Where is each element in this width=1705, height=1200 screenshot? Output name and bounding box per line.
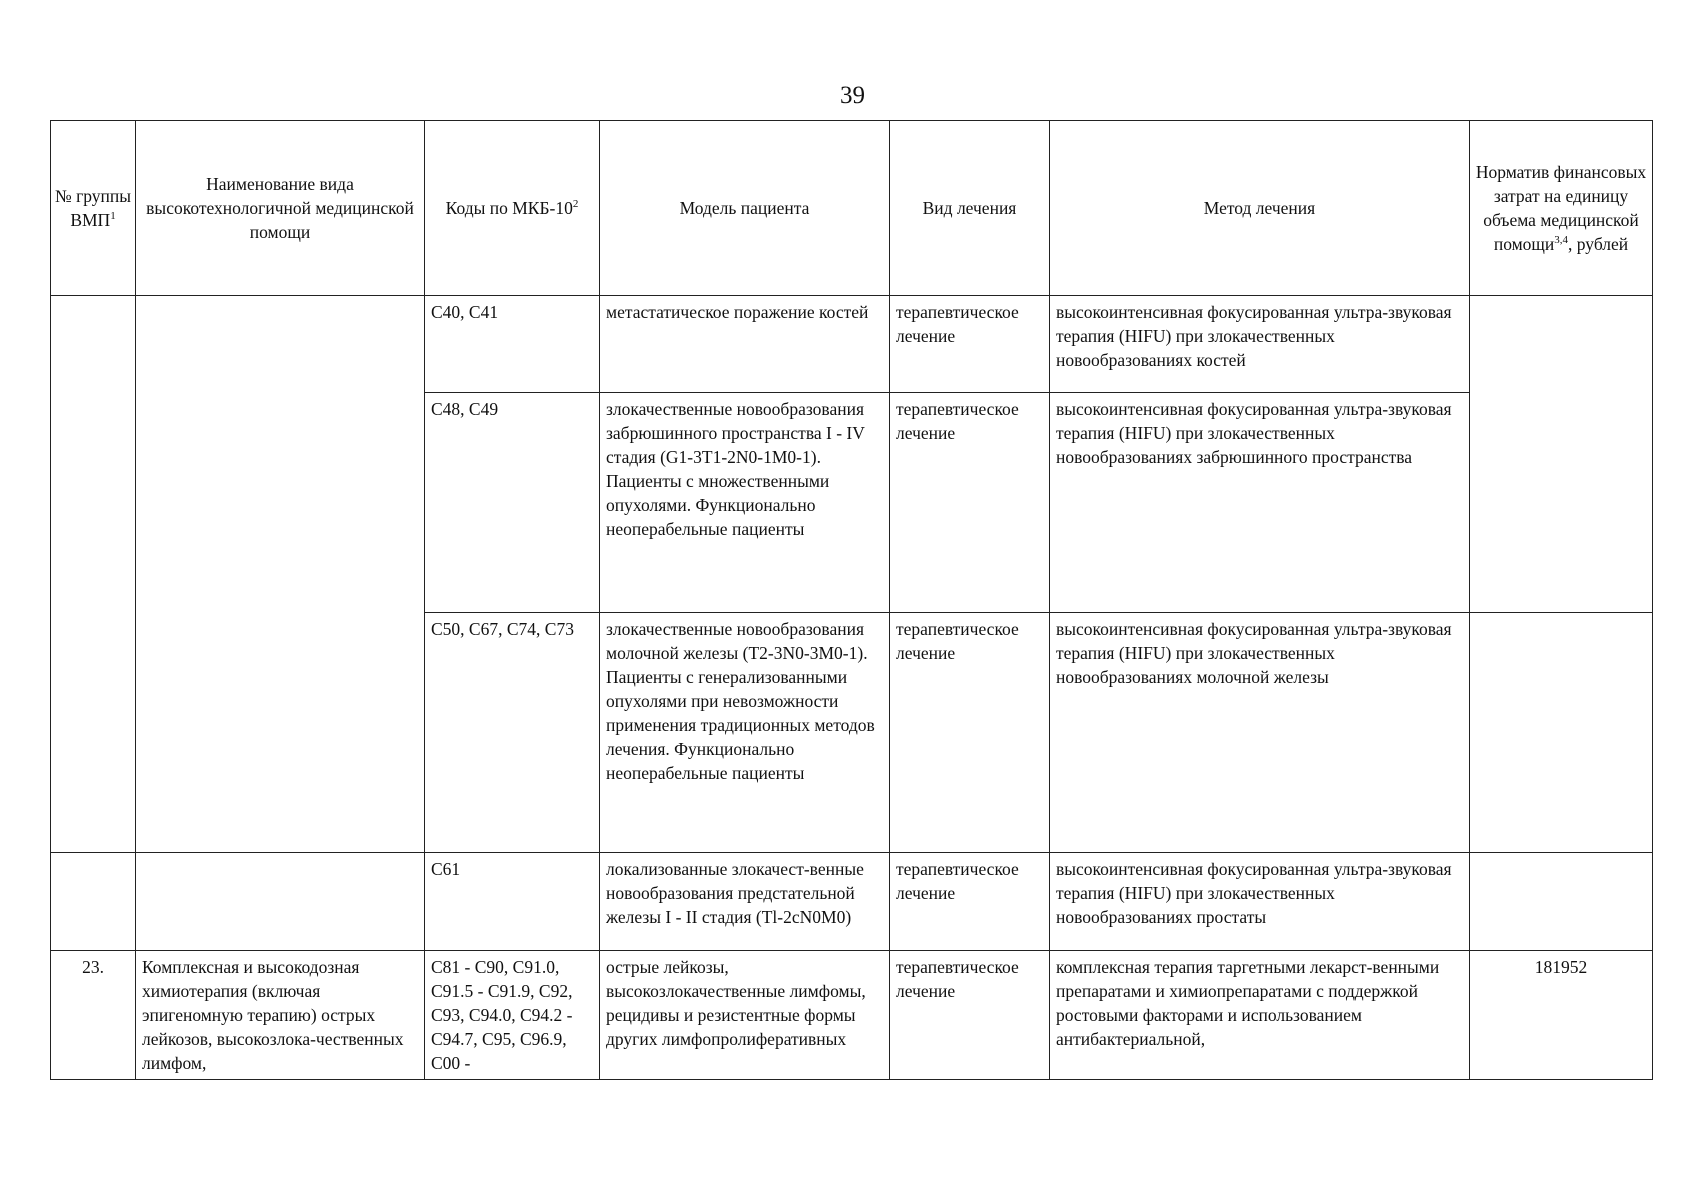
header-name: Наименование вида высокотехнологичной медицинской помощи xyxy=(136,121,425,296)
norm-cell: 181952 xyxy=(1470,951,1653,1080)
model-cell: злокачественные новообразования забрюшинного пространства I - IV стадия (G1-3T1-2N0-1M0-1). Пациенты с множественными опухолями. Функционально неоперабельные пациенты xyxy=(600,393,890,613)
treatment-cell: терапевтическое лечение xyxy=(890,951,1050,1080)
header-method: Метод лечения xyxy=(1050,121,1470,296)
treatment-cell: терапевтическое лечение xyxy=(890,393,1050,613)
header-codes: Коды по МКБ-$10^2$ xyxy=(425,121,600,296)
norm-cell xyxy=(1470,853,1653,951)
group-cell: 23. xyxy=(51,951,136,1080)
treatment-cell: терапевтическое лечение xyxy=(890,613,1050,853)
name-cell: Комплексная и высокодозная химиотерапия (включая эпигеномную терапию) острых лейкозов, высокозлока-чественных лимфом, xyxy=(136,951,425,1080)
header-model: Модель пациента xyxy=(600,121,890,296)
model-cell: злокачественные новообразования молочной железы (T2-3N0-3M0-1). Пациенты с генерализованными опухолями при невозможности применения традиционных методов лечения. Функционально неоперабельные пациенты xyxy=(600,613,890,853)
codes-cell: С61 xyxy=(425,853,600,951)
codes-cell: С40, С41 xyxy=(425,296,600,393)
group-cell xyxy=(51,853,136,951)
method-cell: высокоинтенсивная фокусированная ультра-звуковая терапия (HIFU) при злокачественных новообразованиях забрюшинного пространства xyxy=(1050,393,1470,613)
header-group-no: № группы ВМП$^1$ xyxy=(51,121,136,296)
codes-cell: С50, С67, С74, С73 xyxy=(425,613,600,853)
header-treatment-type: Вид лечения xyxy=(890,121,1050,296)
codes-cell: С48, С49 xyxy=(425,393,600,613)
treatment-cell: терапевтическое лечение xyxy=(890,296,1050,393)
page-number: 39 xyxy=(840,82,865,109)
norm-cell xyxy=(1470,296,1653,613)
group-cell xyxy=(51,296,136,853)
codes-cell: C81 - C90, C91.0, C91.5 - C91.9, C92, C93, C94.0, C94.2 - C94.7, C95, C96.9, C00 - xyxy=(425,951,600,1080)
model-cell: локализованные злокачест-венные новообразования предстательной железы I - II стадия (Tl-2cN0M0) xyxy=(600,853,890,951)
method-cell: высокоинтенсивная фокусированная ультра-звуковая терапия (HIFU) при злокачественных новообразованиях простаты xyxy=(1050,853,1470,951)
name-cell xyxy=(136,296,425,853)
table-row xyxy=(51,853,1653,951)
table-row xyxy=(51,951,1653,1080)
model-cell: метастатическое поражение костей xyxy=(600,296,890,393)
method-cell: высокоинтенсивная фокусированная ультра-звуковая терапия (HIFU) при злокачественных новообразованиях костей xyxy=(1050,296,1470,393)
name-cell xyxy=(136,853,425,951)
header-row xyxy=(51,121,1653,296)
model-cell: острые лейкозы, высокозлокачественные лимфомы, рецидивы и резистентные формы других лимфопролиферативных xyxy=(600,951,890,1080)
norm-cell xyxy=(1470,613,1653,853)
method-cell: высокоинтенсивная фокусированная ультра-звуковая терапия (HIFU) при злокачественных новообразованиях молочной железы xyxy=(1050,613,1470,853)
header-norm: Норматив финансовых затрат на единицу объема медицинской помощи$^{3,4}$, рублей xyxy=(1470,121,1653,296)
vmp-table xyxy=(50,120,1653,1080)
table-row xyxy=(51,296,1653,393)
treatment-cell: терапевтическое лечение xyxy=(890,853,1050,951)
method-cell: комплексная терапия таргетными лекарст-венными препаратами и химиопрепаратами с поддержкой ростовыми факторами и использованием антибактериальной, xyxy=(1050,951,1470,1080)
